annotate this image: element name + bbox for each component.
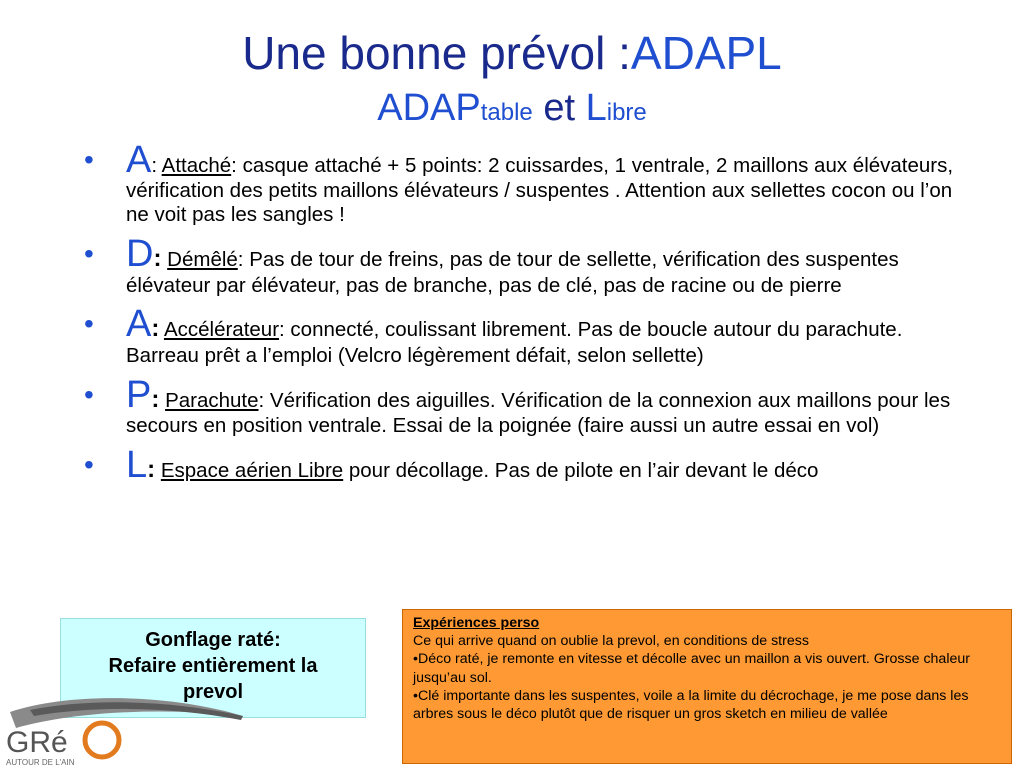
bullet-item [84,139,974,228]
bullet-colon: : [151,154,158,177]
experiences-box [402,609,1012,764]
bullet-text: : casque attaché + 5 points: 2 cuissardes, 1 ventrale, 2 maillons aux élévateurs, vérification des petits maillons élévateurs / suspentes . Attention aux sellettes cocon ou l’on ne voit pas les sangles ! [126,154,954,227]
bullet-colon: : [153,244,162,272]
bullet-item [84,443,974,486]
bullet-term: Démêlé [167,247,238,271]
bullet-icon: • [84,448,94,480]
bullet-colon: : [147,455,156,483]
bullet-colon: : [151,385,160,413]
bullet-item [84,232,974,298]
experience-line: Ce qui arrive quand on oublie la prevol, en conditions de stress [413,633,809,650]
subtitle-et: et [543,87,576,129]
experience-line: •Déco raté, je remonte en vitesse et décolle avec un maillon a vis ouvert. Grosse chaleur jusqu’au sol. [413,651,970,686]
title-accent: ADAPL [630,27,782,79]
bullet-icon: • [84,237,94,269]
bullet-letter: L [126,443,148,486]
bullet-term: Accélérateur [163,318,280,342]
bullet-text: : connecté, coulissant librement. Pas de boucle autour du parachute. Barreau prêt a l’emploi (Velcro légèrement défait, selon sellette) [126,318,903,367]
logo-subtext: AUTOUR DE L'AIN [6,758,75,767]
bullet-text: : Pas de tour de freins, pas de tour de sellette, vérification des suspentes élévateur par élévateur, pas de branche, pas de clé, pas de racine ou de pierre [126,247,899,297]
bullet-colon: : [151,315,160,343]
bullet-letter: A [126,139,152,181]
bullet-item [84,373,974,439]
callout-line: Gonflage raté: [145,629,281,651]
bullet-term: Parachute [165,388,259,412]
subtitle-table: table [480,99,533,126]
bullet-text: pour décollage. Pas de pilote en l’air devant le déco [343,458,819,482]
bullet-icon: • [84,378,94,410]
callout-line: Refaire entièrement la [108,655,318,677]
bullet-term: Espace aérien Libre [160,458,344,482]
subtitle-l: L [585,87,607,129]
bullet-text: : Vérification des aiguilles. Vérification de la connexion aux maillons pour les secours en position ventrale. Essai de la poignée (faire aussi un autre essai en vol) [126,388,951,438]
logo-circle [85,723,119,757]
subtitle-adap: ADAP [377,87,481,129]
experience-line: •Clé importante dans les suspentes, voile a la limite du décrochage, je me pose dans les arbres sous le déco plutôt que de risquer un gros sketch en milieu de vallée [413,687,969,722]
title-main: Une bonne prévol : [242,27,631,79]
bullet-term: Attaché [161,154,232,177]
bullet-icon: • [84,144,94,175]
bullet-letter: A [126,303,152,346]
bullet-item [84,303,974,368]
callout-line: prevol [182,681,244,703]
slide-title [0,28,1024,79]
bullet-list [84,139,974,493]
bullet-letter: P [126,373,152,416]
bullet-icon: • [84,308,94,340]
experiences-heading: Expériences perso [413,615,540,631]
subtitle-ibre: ibre [606,99,647,126]
bullet-letter: D [126,232,154,275]
gre-logo [0,690,245,768]
logo-text: GRé [6,726,68,759]
slide-subtitle [0,88,1024,130]
